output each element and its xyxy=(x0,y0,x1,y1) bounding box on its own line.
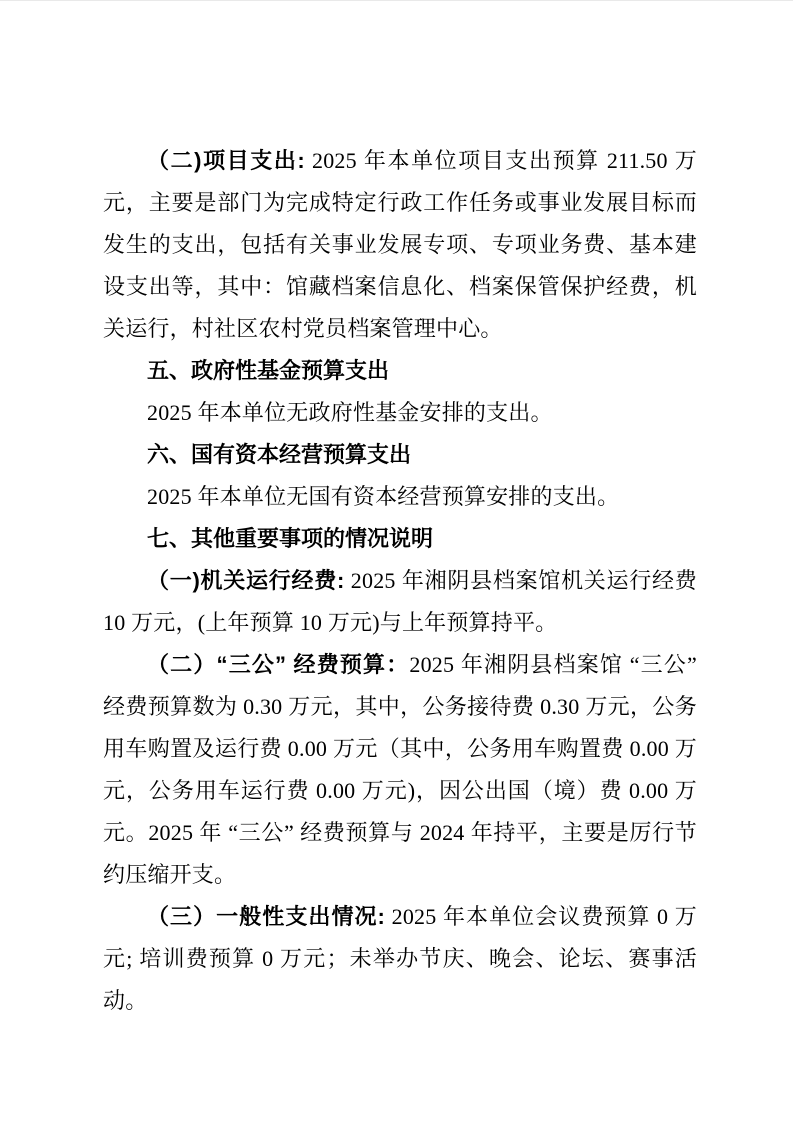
section-heading-7 xyxy=(103,518,697,560)
paragraph-lead: （二）“三公” 经费预算： xyxy=(147,652,410,677)
paragraph-general-expenditure xyxy=(103,896,697,1022)
paragraph-govt-fund xyxy=(103,392,697,434)
paragraph-agency-operating-funds xyxy=(103,560,697,644)
paragraph-text: 2025 年本单位无政府性基金安排的支出。 xyxy=(147,400,553,425)
heading-text: 五、政府性基金预算支出 xyxy=(147,358,390,383)
paragraph-lead: （二)项目支出: xyxy=(147,148,305,173)
heading-text: 七、其他重要事项的情况说明 xyxy=(147,526,434,551)
heading-text: 六、国有资本经营预算支出 xyxy=(147,442,412,467)
paragraph-text: 2025 年本单位会议费预算 0 万元; 培训费预算 0 万元；未举办节庆、晚会、论坛、赛事活动。 xyxy=(103,904,697,1013)
paragraph-project-expenditure xyxy=(103,140,697,350)
paragraph-lead: （一)机关运行经费: xyxy=(147,568,345,593)
paragraph-three-public-budget xyxy=(103,644,697,896)
paragraph-text: 2025 年本单位项目支出预算 211.50 万元，主要是部门为完成特定行政工作任务或事业发展目标而发生的支出，包括有关事业发展专项、专项业务费、基本建设支出等，其中：馆藏档案信息化、档案保管保护经费，机关运行，村社区农村党员档案管理中心。 xyxy=(103,148,697,341)
section-heading-5 xyxy=(103,350,697,392)
paragraph-text: 2025 年湘阴县档案馆 “三公” 经费预算数为 0.30 万元，其中，公务接待费 0.30 万元，公务用车购置及运行费 0.00 万元（其中，公务用车购置费 0.00 万元，公务用车运行费 0.00 万元)，因公出国（境）费 0.00 万元。2025 年 “三公” 经费预算与 2024 年持平，主要是厉行节约压缩开支。 xyxy=(103,652,697,887)
document-body xyxy=(103,140,697,1022)
paragraph-lead: （三）一般性支出情况: xyxy=(147,904,386,929)
paragraph-text: 2025 年本单位无国有资本经营预算安排的支出。 xyxy=(147,484,620,509)
section-heading-6 xyxy=(103,434,697,476)
paragraph-text: 2025 年湘阴县档案馆机关运行经费 10 万元，(上年预算 10 万元)与上年预算持平。 xyxy=(103,568,697,635)
paragraph-state-capital xyxy=(103,476,697,518)
